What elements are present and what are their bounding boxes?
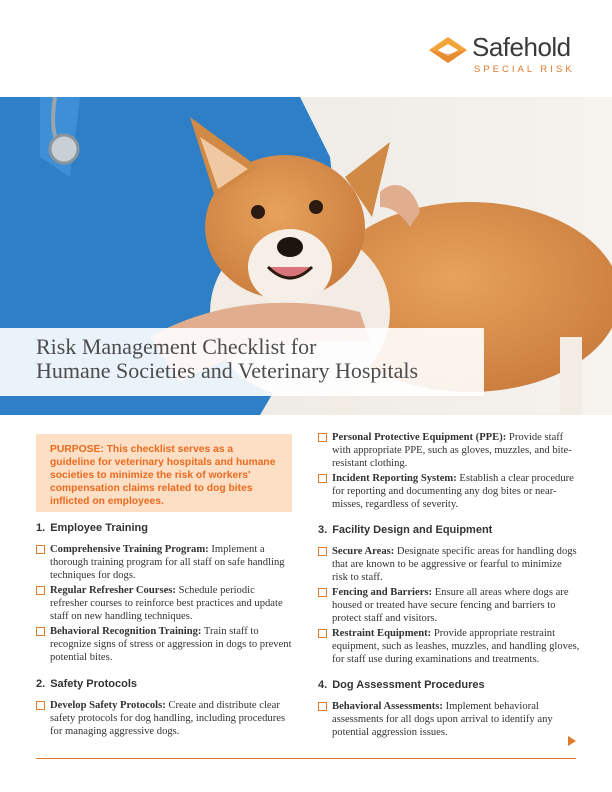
diamond-logo-icon bbox=[428, 36, 468, 66]
safehold-logo bbox=[428, 30, 588, 80]
left-column bbox=[36, 522, 292, 740]
section-heading-4: 4. Dog Assessment Procedures bbox=[318, 679, 485, 691]
checklist-item: Personal Protective Equipment (PPE): Provide staff with appropriate PPE, such as gloves, muzzles, and bite-resistant clothing. bbox=[318, 431, 580, 470]
brand-tagline: SPECIAL RISK bbox=[474, 64, 575, 75]
checkbox-icon[interactable] bbox=[36, 701, 45, 710]
right-column bbox=[318, 431, 580, 741]
checklist-item: Restraint Equipment: Provide appropriate restraint equipment, such as leashes, muzzles, and handling gloves, for staff use during examinations and treatments. bbox=[318, 627, 580, 666]
section-heading-3: 3. Facility Design and Equipment bbox=[318, 524, 493, 536]
checklist-item: Fencing and Barriers: Ensure all areas where dogs are housed or treated have secure fencing and barriers to protect staff and visitors. bbox=[318, 586, 580, 625]
checklist-item: Secure Areas: Designate specific areas for handling dogs that are known to be aggressive or fearful to minimize risk to staff. bbox=[318, 545, 580, 584]
checkbox-icon[interactable] bbox=[318, 588, 327, 597]
checklist-item: Incident Reporting System: Establish a clear procedure for reporting and documenting any dog bites or near-misses, regardless of severity. bbox=[318, 472, 580, 511]
checkbox-icon[interactable] bbox=[318, 433, 327, 442]
checkbox-icon[interactable] bbox=[36, 545, 45, 554]
brand-name: Safehold bbox=[472, 32, 571, 62]
checklist-item: Regular Refresher Courses: Schedule periodic refresher courses to reinforce best practices and update staff on new handling techniques. bbox=[36, 584, 292, 623]
page-title bbox=[36, 335, 484, 383]
checkbox-icon[interactable] bbox=[36, 627, 45, 636]
checkbox-icon[interactable] bbox=[318, 629, 327, 638]
checkbox-icon[interactable] bbox=[318, 474, 327, 483]
checklist-item: Behavioral Recognition Training: Train staff to recognize signs of stress or aggression in dogs to prevent potential bites. bbox=[36, 625, 292, 664]
section-heading-1: 1. Employee Training bbox=[36, 522, 148, 534]
title-line-2: Humane Societies and Veterinary Hospitals bbox=[36, 358, 419, 383]
purpose-box: PURPOSE: This checklist serves as a guideline for veterinary hospitals and humane societies to minimize the risk of workers' compensation claims related to dog bites inflicted on employees. bbox=[36, 434, 292, 512]
next-page-arrow-icon[interactable] bbox=[568, 736, 576, 746]
checkbox-icon[interactable] bbox=[318, 547, 327, 556]
checklist-item: Develop Safety Protocols: Create and distribute clear safety protocols for dog handling, including procedures for managing aggressive dogs. bbox=[36, 699, 292, 738]
title-line-1: Risk Management Checklist for bbox=[36, 334, 317, 359]
checkbox-icon[interactable] bbox=[36, 586, 45, 595]
checkbox-icon[interactable] bbox=[318, 702, 327, 711]
checklist-item: Comprehensive Training Program: Implement a thorough training program for all staff on safe handling techniques for dogs. bbox=[36, 543, 292, 582]
title-banner bbox=[0, 328, 484, 396]
section-heading-2: 2. Safety Protocols bbox=[36, 678, 137, 690]
checklist-item: Behavioral Assessments: Implement behavioral assessments for all dogs upon arrival to identify any potential aggression issues. bbox=[318, 700, 580, 739]
footer-divider bbox=[36, 758, 576, 759]
